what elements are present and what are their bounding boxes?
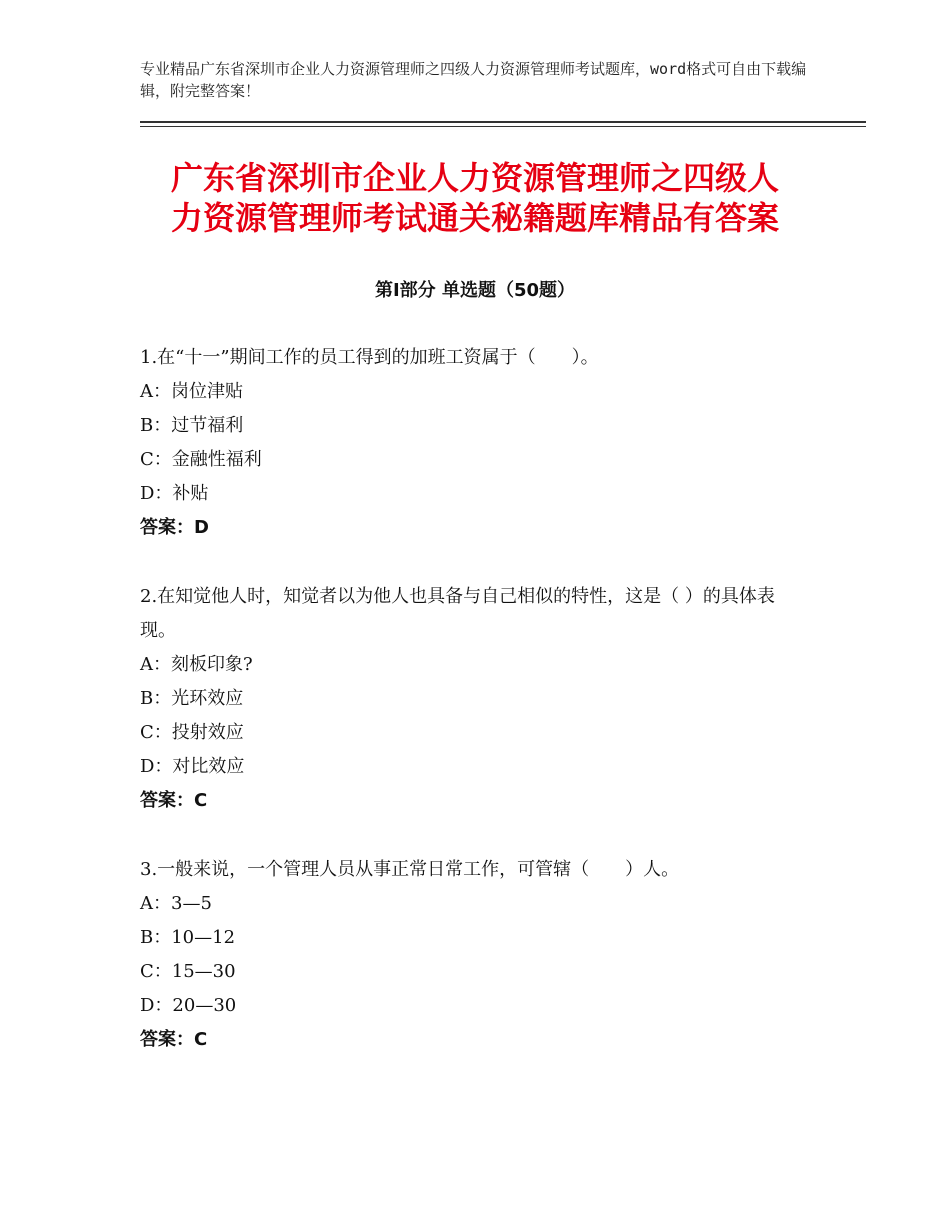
section-heading: 第Ⅰ部分 单选题（50题） [374,280,575,301]
answer: 答案：C [140,790,208,811]
option-c: C：金融性福利 [140,449,262,470]
header-rule-thin [140,126,866,127]
header-note: 专业精品广东省深圳市企业人力资源管理师之四级人力资源管理师考试题库，word格式可自由下载编辑，附完整答案！ [140,60,807,100]
option-a: A：岗位津贴 [140,381,243,402]
header-rule-thick [140,121,866,123]
document-title [100,158,850,238]
option-b: B：过节福利 [140,415,244,436]
option-d: D：对比效应 [140,756,245,777]
option-d: D：20—30 [140,995,237,1016]
option-c: C：投射效应 [140,722,244,743]
option-b: B：10—12 [140,927,236,948]
option-c: C：15—30 [140,961,236,982]
answer: 答案：D [140,517,209,538]
question-2 [140,580,800,818]
answer: 答案：C [140,1029,208,1050]
option-a: A：刻板印象? [140,654,253,675]
title-line-1: 广东省深圳市企业人力资源管理师之四级人 [170,159,779,197]
question-stem: 1.在“十一”期间工作的员工得到的加班工资属于（ ）。 [140,347,599,368]
question-3 [140,853,800,1057]
option-d: D：补贴 [140,483,209,504]
question-1 [140,341,800,545]
title-line-2: 力资源管理师考试通关秘籍题库精品有答案 [170,199,779,237]
question-stem: 3.一般来说，一个管理人员从事正常日常工作，可管辖（ ）人。 [140,859,680,880]
question-stem: 2.在知觉他人时，知觉者以为他人也具备与自己相似的特性，这是（ ）的具体表现。 [140,586,775,641]
option-b: B：光环效应 [140,688,244,709]
option-a: A：3—5 [140,893,212,914]
